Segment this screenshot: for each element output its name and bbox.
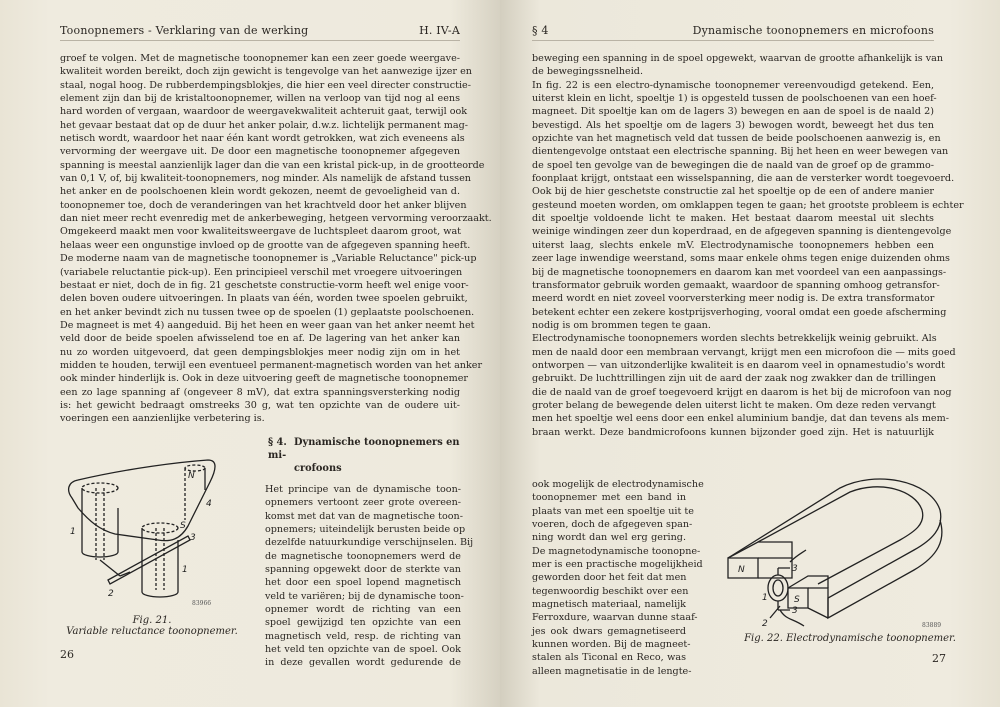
fig22-label-coil: 1 <box>762 593 768 603</box>
right-column-text <box>532 478 704 678</box>
fig21-caption-title: Fig. 21. <box>132 615 172 626</box>
text-line: magnetisch veld, resp. de richting van <box>265 630 461 642</box>
text-line: een zo lage spanning af (ongeveer 8 mV), dat extra spanningsversterking nodig <box>60 386 460 398</box>
right-body-text <box>532 52 964 439</box>
text-line: opnemers vertoont zeer grote overeen- <box>265 497 461 509</box>
fig21-caption <box>62 615 242 637</box>
fig21-label-armature: 2 <box>108 589 114 599</box>
fig22-label-s: S <box>794 595 800 605</box>
text-line: ook mogelijk de electrodynamische <box>532 479 704 490</box>
left-column-text <box>265 483 474 670</box>
fig22-diagram <box>700 470 960 630</box>
text-line: dezelfde natuurkundige verschijnselen. Bij <box>265 537 474 549</box>
text-line: (variabele reluctantie pick-up). Een principieel verschil met vroegere uitvoeringen <box>60 266 463 278</box>
fig21-diagram <box>30 460 260 610</box>
text-line: bevestigd. Als het spoeltje om de lagers 3) bewogen wordt, beweegt het dus ten <box>532 119 934 131</box>
text-line: In fig. 22 is een electro-dynamische toonopnemer vereenvoudigd getekend. Een, <box>532 79 934 91</box>
text-line: groter belang de bewegende delen uiterst licht te maken. Om deze reden vervangt <box>532 399 936 411</box>
text-line: uiterst klein en licht, spoeltje 1) is opgesteld tussen de poolschoenen van een hoef- <box>532 93 937 105</box>
text-line: de bewegingssnelheid. <box>532 66 643 78</box>
text-line: Het principe van de dynamische toon- <box>265 484 461 495</box>
fig22-label-needle: 2 <box>762 619 768 629</box>
fig22-label-bearing-top: 3 <box>792 564 798 574</box>
text-line: mer is een practische mogelijkheid <box>532 559 703 571</box>
text-line: men de naald door een membraan vervangt, krijgt men een microfoon die — mits goed <box>532 346 956 358</box>
text-line: jes ook dwars gemagnetiseerd <box>532 625 686 637</box>
text-line: dan niet meer recht evenredig met de ankerbeweging, hetgeen vervorming veroorzaakt. <box>60 213 492 225</box>
text-line: vervorming der weergave uit. De door een magnetische toonopnemer afgegeven <box>60 146 460 158</box>
text-line: het gevaar bestaat dat op de duur het anker polair, d.w.z. lichtelijk permanent mag- <box>60 119 468 131</box>
text-line: spanning opgewekt door de sterkte van <box>265 564 461 576</box>
fig21-caption-text: Variable reluctance toonopnemer. <box>66 626 238 637</box>
text-line: bij de magnetische toonopnemers en daarom kan met voordeel van een aanpassings- <box>532 266 947 278</box>
text-line: plaats van met een spoeltje uit te <box>532 505 694 517</box>
text-line: betekent echter een zekere kostprijsverhoging, vooral omdat een goede afscherming <box>532 306 947 318</box>
text-line: het door een spoel lopend magnetisch <box>265 577 461 589</box>
text-line: bestaat er niet, doch de in fig. 21 geschetste constructie-vorm heeft wel enige voor- <box>60 279 469 291</box>
text-line: men het spoeltje wel eens door een enkel aluminium bandje, dat dan tevens als mem- <box>532 413 949 425</box>
fig22-label-bearing-bottom: 3 <box>792 606 798 616</box>
text-line: de magnetische toonopnemers werd de <box>265 550 461 562</box>
text-line: voeren, doch de afgegeven span- <box>532 519 693 531</box>
text-line: magneet. Dit spoeltje kan om de lagers 3) bewegen en aan de spoel is de naald 2) <box>532 106 934 118</box>
left-header-chapter: H. IV-A <box>419 24 460 37</box>
fig21-label-magnet: 4 <box>206 499 212 509</box>
text-line: geworden door het feit dat men <box>532 572 687 584</box>
text-line: De moderne naam van de magnetische toonopnemer is „Variable Reluctance" pick-up <box>60 253 477 265</box>
text-line: beweging een spanning in de spoel opgewekt, waarvan de grootte afhankelijk is van <box>532 53 944 64</box>
text-line: kunnen worden. Bij de magneet- <box>532 639 691 651</box>
text-line: Ferroxdure, waarvan dunne staaf- <box>532 612 698 624</box>
section-number: § 4. <box>268 437 287 448</box>
text-line: Ook bij de hier geschetste constructie zal het spoeltje op de een of andere manier <box>532 186 934 198</box>
text-line: magnetisch materiaal, namelijk <box>532 599 686 611</box>
text-line: De magneet is met 4) aangeduid. Bij het heen en weer gaan van het anker neemt het <box>60 319 475 331</box>
text-line: dit spoeltje voldoende licht te maken. Het bestaat daarom meestal uit slechts <box>532 213 934 225</box>
fig21-code: 83966 <box>192 600 212 607</box>
text-line: spanning is meestal aanzienlijk lager dan die van een kristal pick-up, in de grootteorde <box>60 159 485 171</box>
text-line: nu zo worden uitgevoerd, dat geen dempingsblokjes meer nodig zijn om in het <box>60 346 460 358</box>
text-line: het veld ten opzichte van de spoel. Ook <box>265 644 461 656</box>
text-line: tegenwoordig beschikt over een <box>532 585 689 597</box>
fig21-label-pole: 3 <box>190 533 196 543</box>
text-line: De magnetodynamische toonopne- <box>532 545 701 557</box>
text-line: dientengevolge ontstaat een electrische spanning. Bij het heen en weer bewegen van <box>532 146 949 158</box>
right-page-number: 27 <box>932 652 946 665</box>
text-line: element zijn dan bij de kristaltoonopnemer, willen na verloop van tijd nog al eens <box>60 93 460 105</box>
left-body-text <box>60 52 492 426</box>
text-line: toonopnemer met een band in <box>532 492 686 504</box>
text-line: uiterst laag, slechts enkele mV. Electrodynamische toonopnemers hebben een <box>532 239 934 251</box>
text-line: nodig is om brommen tegen te gaan. <box>532 319 711 331</box>
section-title-line1: Dynamische toonopnemers en mi- <box>268 437 460 461</box>
fig21-label-s: S <box>180 521 186 531</box>
text-line: is: het gewicht bedraagt omstreeks 30 g, wat ten opzichte van de oudere uit- <box>60 399 460 411</box>
right-running-header <box>532 24 934 41</box>
fig22-coil <box>768 575 788 601</box>
right-header-title: Dynamische toonopnemers en microfoons <box>692 24 934 37</box>
text-line: van 0,1 V, of, bij kwaliteit-toonopnemers, nog minder. Als namelijk de afstand tussen <box>60 173 471 185</box>
section-heading <box>268 436 463 475</box>
text-line: het anker en de poolschoenen klein wordt gekozen, neemt de gevoeligheid van d. <box>60 186 460 198</box>
text-line: toonopnemer toe, doch de veranderingen van het krachtveld door het anker blijven <box>60 199 467 211</box>
text-line: foonplaat krijgt, ontstaat een wisselspanning, die aan de versterker wordt toegevoerd. <box>532 173 955 185</box>
left-header-title: Toonopnemers - Verklaring van de werking <box>60 24 309 37</box>
fig22-caption: Fig. 22. Electrodynamische toonopnemer. <box>744 633 956 644</box>
text-line: gesteund moeten worden, om omklappen tegen te gaan; het grootste probleem is echter <box>532 199 964 211</box>
text-line: meerd wordt en niet zoveel voorversterking meer nodig is. De extra transformator <box>532 293 935 305</box>
text-line: ning wordt dan wel erg gering. <box>532 532 686 544</box>
text-line: midden te houden, terwijl een eventueel permanent-magnetisch worden van het anker <box>60 359 483 371</box>
text-line: staal, nogal hoog. De rubberdempingsblokjes, die hier een veel directer constructie- <box>60 79 471 91</box>
text-line: hard worden of vergaan, waardoor de weergavekwaliteit achteruit gaat, terwijl ook <box>60 106 468 118</box>
text-line: komst met dat van de magnetische toon- <box>265 510 463 522</box>
text-line: opzichte van het magnetisch veld dat tussen de beide poolschoenen aanwezig is, en <box>532 133 941 145</box>
fig22-label-n: N <box>738 565 745 575</box>
text-line: spoel gewijzigd ten opzichte van een <box>265 617 461 629</box>
text-line: gebruikt. De luchttrillingen zijn uit de aard der zaak nog zwakker dan de trillingen <box>532 373 936 385</box>
text-line: veld door de beide spoelen afwisselend toe en af. De lagering van het anker kan <box>60 333 460 345</box>
text-line: delen boven oudere uitvoeringen. In plaats van één, worden twee spoelen gebruikt, <box>60 293 468 305</box>
text-line: Omgekeerd maakt men voor kwaliteitsweergave de luchtspleet daarom groot, wat <box>60 226 462 238</box>
text-line: helaas weer een ongunstige invloed op de grootte van de afgegeven spanning heeft. <box>60 239 471 251</box>
fig22-code: 83889 <box>922 622 942 629</box>
right-header-section: § 4 <box>532 24 549 37</box>
text-line: kwaliteit worden bereikt, doch zijn gewicht is tengevolge van het aanwezige ijzer en <box>60 66 472 78</box>
text-line: opnemer wordt de richting van een <box>265 604 461 616</box>
text-line: die de naald van de groef toegevoerd krijgt en daarom is het bij de microfoon van nog <box>532 386 952 398</box>
text-line: de spoel ten gevolge van de bewegingen die de naald van de groef op de grammo- <box>532 159 934 171</box>
text-line: ontworpen — van uitzonderlijke kwaliteit is en daarom veel in opnamestudio's wordt <box>532 359 945 371</box>
left-page-number: 26 <box>60 648 74 661</box>
text-line: ook minder hinderlijk is. Ook in deze uitvoering geeft de magnetische toonopnemer <box>60 373 468 385</box>
text-line: in deze gevallen wordt gedurende de <box>265 657 461 669</box>
text-line: voeringen een aanzienlijke verbetering is. <box>60 413 265 425</box>
fig21-label-n: N <box>188 471 195 481</box>
text-line: en het anker bevindt zich nu tussen twee op de spoelen (1) geplaatste poolschoenen. <box>60 306 475 318</box>
text-line: zeer lage inwendige weerstand, soms maar enkele ohms tegen enige duizenden ohms <box>532 253 950 265</box>
left-running-header <box>60 24 460 41</box>
fig21-label-coil-right: 1 <box>182 565 188 575</box>
text-line: alleen magnetisatie in de lengte- <box>532 665 692 677</box>
text-line: weinige windingen zeer dun koperdraad, en de afgegeven spanning is dientengevolge <box>532 226 952 238</box>
text-line: veld te variëren; bij de dynamische toon- <box>265 590 464 602</box>
section-title-line2: crofoons <box>294 463 342 474</box>
text-line: groef te volgen. Met de magnetische toonopnemer kan een zeer goede weergave- <box>60 53 460 64</box>
right-page <box>500 0 1000 707</box>
text-line: netisch wordt, waardoor het naar één kant wordt getrokken, wat zich eveneens als <box>60 133 465 145</box>
text-line: Electrodynamische toonopnemers worden slechts betrekkelijk weinig gebruikt. Als <box>532 333 937 345</box>
text-line: transformator gebruik worden gemaakt, waardoor de spanning omhoog getransfor- <box>532 279 940 291</box>
fig21-label-coil-left: 1 <box>70 527 76 537</box>
text-line: braan werkt. Deze bandmicrofoons kunnen bijzonder goed zijn. Het is natuurlijk <box>532 426 934 438</box>
text-line: stalen als Ticonal en Reco, was <box>532 652 686 664</box>
text-line: opnemers; uiteindelijk berusten beide op <box>265 524 466 536</box>
